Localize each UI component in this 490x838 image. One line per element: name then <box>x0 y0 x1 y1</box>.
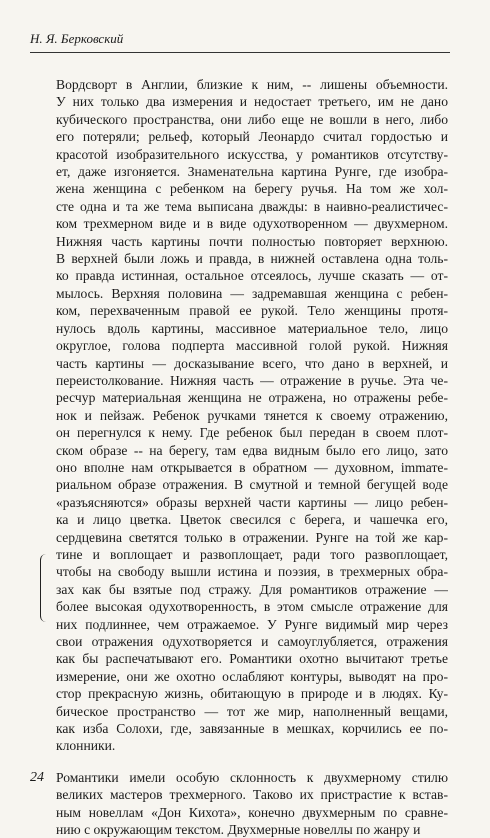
text-line: Романтики имели особую склонность к двухмерному стилю <box>56 769 448 785</box>
text-line: У них только два измерения и недостает третьего, им не дано <box>56 94 448 110</box>
running-header <box>30 30 450 53</box>
text-line: бическое пространство — тот же мир, наполненный вещами, <box>56 703 448 719</box>
text-line: ком, перехваченным правой ее рукой. Тело женщины протя- <box>56 303 448 319</box>
text-line: клонники. <box>56 738 116 754</box>
text-line: тине и воплощает и развоплощает, ради того развоплощает, <box>56 546 448 562</box>
text-line: оно вполне нам открывается в обратном — духовном, immате- <box>56 459 448 475</box>
text-line: них подлиннее, чем отражаемое. У Рунге видимый мир через <box>56 616 448 632</box>
text-line: сте одна и та же тема выписана дважды: в наивно-реалистичес- <box>56 198 448 214</box>
text-line: красотой изобразительного искусства, у романтиков отсутству- <box>56 146 448 162</box>
text-line: более высокая одухотворенность, в этом смысле отражение для <box>56 599 448 615</box>
text-line: ском образе -- на берегу, там едва видным было его лицо, зато <box>56 442 448 458</box>
text-line: мылось. Верхняя половина — задремавшая женщина с ребен- <box>56 285 448 301</box>
paragraph-2 <box>56 769 448 838</box>
margin-bracket-mark <box>40 554 49 622</box>
text-line: жена женщина с ребенком на берегу ручья. На том же хол- <box>56 181 448 197</box>
text-line: как бы распечатывают его. Романтики охотно вычитают третье <box>56 651 448 667</box>
text-line: великих мастеров трехмерного. Таково их пристрастие к встав- <box>56 787 448 803</box>
text-line: кубического пространства, они либо еще не вошли в него, либо <box>56 111 448 127</box>
text-line: как изба Солохи, где, завязанные в мешках, корчились ее по- <box>56 721 448 737</box>
text-line: В верхней были ложь и правда, в нижней оставлена одна толь- <box>56 251 448 267</box>
text-line: ным новеллам «Дон Кихота», конечно двухмерным по сравне- <box>56 804 448 820</box>
text-line: округлое, голова подперта массивной голой рукой. Нижняя <box>56 338 448 354</box>
body-text <box>56 76 448 838</box>
author-name: Н. Я. Берковский <box>30 31 124 46</box>
text-line: он перегнулся к нему. Где ребенок был передан в своем плот- <box>56 425 448 441</box>
text-line: сердцевина светятся только в отражении. Рунге на той же кар- <box>56 529 448 545</box>
text-line: нулось вдоль картины, массивное материальное тело, лицо <box>56 320 448 336</box>
page-number: 24 <box>30 770 44 785</box>
text-line: ком трехмерном виде и в виде одухотворенном — двухмерном. <box>56 216 448 232</box>
text-line: свои отражения одухотворяется и самоуглубляется, отражения <box>56 634 448 649</box>
text-line: нок и пейзаж. Ребенок ручками тянется к своему отражению, <box>56 407 448 423</box>
text-line: ресчур материальная женщина не отражена, но отражены ребе- <box>56 390 448 406</box>
text-line: его потеряли; рельеф, который Леонардо считал гордостью и <box>56 129 448 145</box>
text-line: измерение, они же охотно ослабляют контуры, выводят на про- <box>56 668 448 684</box>
text-line: чтобы на свободу вышли истина и поэзия, в трехмерных обра- <box>56 564 448 580</box>
text-line: Нижняя часть картины почти полностью повторяет верхнюю. <box>56 233 448 249</box>
text-line: ко правда истинная, остальное отсеялось, лучше сказать — от- <box>56 268 448 284</box>
text-line: переистолкование. Нижняя часть — отражение в ручье. Эта че- <box>56 372 448 388</box>
text-line: риальном образе отражения. В смутной и темной бегущей воде <box>56 477 448 493</box>
text-line: ет, даже изгоняется. Знаменательна картина Рунге, где изобра- <box>56 164 448 180</box>
text-line: нию с окружающим текстом. Двухмерные новеллы по жанру и <box>56 822 421 838</box>
text-line: ка и лицо цветка. Цветок свесился с берега, и чашечка его, <box>56 512 448 528</box>
text-line: стор прекрасную жизнь, обитающую в природе и в людях. Ку- <box>56 686 448 702</box>
paragraph-1 <box>56 76 448 755</box>
text-line: «разъясняются» образы верхней части картины — лицо ребен- <box>56 494 448 510</box>
text-line: Вордсворт в Англии, близкие к ним, -- лишены объемности. <box>56 77 448 92</box>
text-line: часть картины — досказывание всего, что дано в верхней, и <box>56 355 448 371</box>
text-line: зах как бы взятые под стражу. Для романтиков отражение — <box>56 581 448 597</box>
